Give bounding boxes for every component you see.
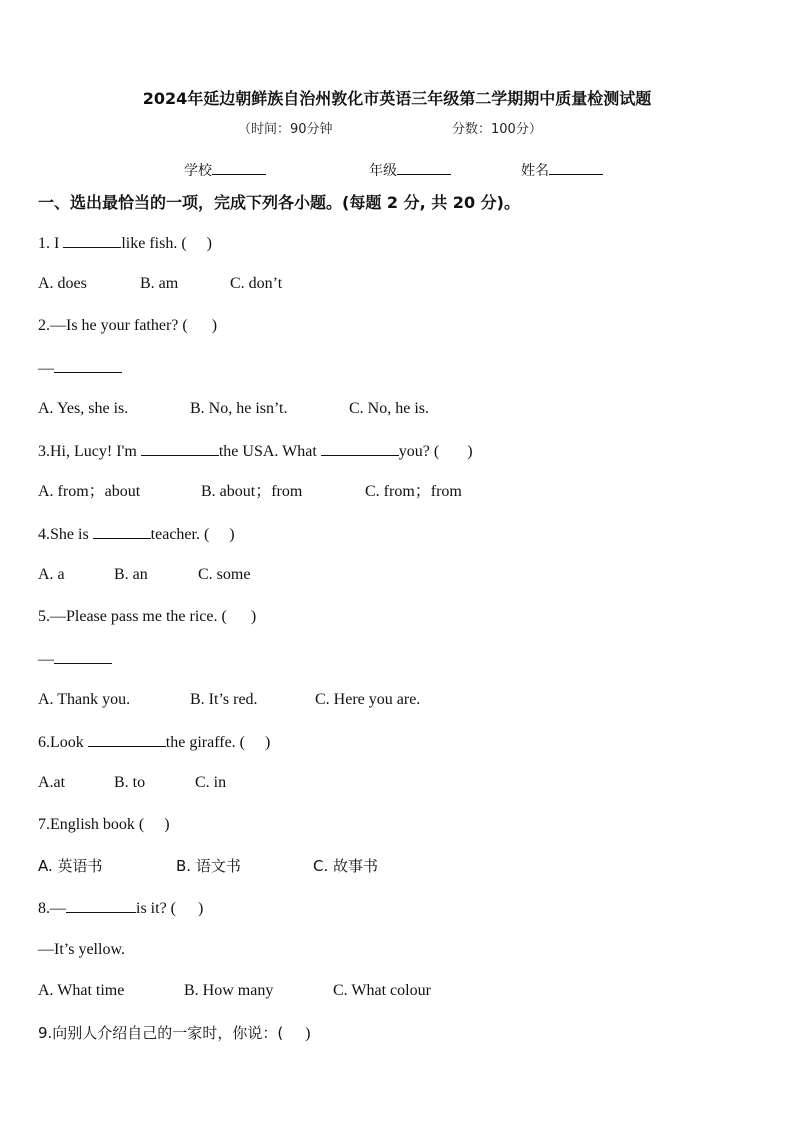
q5-option-b[interactable]: B. It’s red. [190, 691, 258, 708]
q4-option-a[interactable]: A. a [38, 566, 65, 583]
q1-blank[interactable] [63, 233, 121, 248]
q7-option-b[interactable]: B. 语文书 [176, 857, 241, 875]
q2-option-c[interactable]: C. No, he is. [349, 400, 429, 417]
q1-option-c[interactable]: C. don’t [230, 275, 283, 292]
q3-blank-1[interactable] [141, 441, 219, 456]
q8-paren-close: ) [198, 900, 204, 917]
q9-stem: 9.向别人介绍自己的一家时，你说：( [38, 1024, 284, 1042]
question-6 [38, 732, 270, 753]
q4-blank[interactable] [93, 524, 151, 539]
q6-option-b[interactable]: B. to [114, 774, 146, 791]
q5-dash: — [38, 651, 54, 668]
q6-stem-b: the giraffe. ( [165, 734, 245, 751]
q3-stem: 3.Hi, Lucy! I'm [38, 443, 141, 460]
q1-option-b[interactable]: B. am [140, 275, 179, 292]
q8-option-a[interactable]: A. What time [38, 982, 125, 999]
question-1 [38, 233, 212, 254]
exam-title: 2024年延边朝鲜族自治州敦化市英语三年级第二学期期中质量检测试题 [142, 89, 652, 108]
q2-paren-close: ) [211, 317, 218, 334]
q1-option-a[interactable]: A. does [38, 275, 87, 292]
q2-stem: 2.—Is he your father? ( [38, 317, 188, 334]
q6-blank[interactable] [88, 732, 166, 747]
q7-paren-close: ) [164, 816, 170, 833]
q8-stem-b: is it? ( [136, 900, 176, 917]
q8-blank[interactable] [66, 898, 136, 913]
q7-stem: 7.English book ( [38, 816, 145, 833]
q5-blank[interactable] [54, 649, 112, 664]
q5-option-c[interactable]: C. Here you are. [315, 691, 421, 708]
question-3 [38, 441, 473, 462]
q1-paren-close: ) [206, 235, 212, 252]
q8-option-c[interactable]: C. What colour [333, 982, 431, 999]
school-label: 学校 [184, 163, 212, 179]
q3-option-b[interactable]: B. about；from [201, 483, 303, 500]
q6-option-a[interactable]: A.at [38, 774, 66, 791]
q3-stem-b: the USA. What [218, 443, 321, 460]
q7-option-a[interactable]: A. 英语书 [38, 857, 103, 875]
q9-paren-close: ) [305, 1025, 311, 1042]
grade-blank[interactable] [397, 160, 451, 175]
school-field[interactable] [184, 160, 266, 180]
q1-stem-b: like fish. ( [121, 235, 187, 252]
q1-stem: 1. I [38, 235, 64, 252]
q3-option-a[interactable]: A. from；about [38, 483, 141, 500]
q2-answer-line [38, 358, 122, 379]
question-9 [38, 1023, 311, 1044]
q3-option-c[interactable]: C. from；from [365, 483, 462, 500]
q3-paren-close: ) [467, 443, 473, 460]
q5-option-a[interactable]: A. Thank you. [38, 691, 131, 708]
section-heading: 一、选出最恰当的一项，完成下列各小题。(每题 2 分, 共 20 分)。 [38, 193, 520, 212]
q2-blank[interactable] [54, 358, 122, 373]
q2-dash: — [38, 360, 54, 377]
q4-stem-b: teacher. ( [150, 526, 210, 543]
q7-option-c[interactable]: C. 故事书 [313, 857, 379, 875]
q8-answer-line: —It’s yellow. [38, 941, 125, 958]
q3-stem-c: you? ( [398, 443, 440, 460]
school-blank[interactable] [212, 160, 266, 175]
q4-paren-close: ) [229, 526, 235, 543]
q4-option-b[interactable]: B. an [114, 566, 148, 583]
q4-stem: 4.She is [38, 526, 93, 543]
total-score: 分数：100分） [452, 122, 542, 137]
grade-label: 年级 [369, 163, 397, 179]
q5-paren-close: ) [250, 608, 257, 625]
name-field[interactable] [521, 160, 603, 180]
q2-option-a[interactable]: A. Yes, she is. [38, 400, 129, 417]
question-2 [38, 316, 217, 336]
q5-answer-line [38, 649, 112, 670]
q2-option-b[interactable]: B. No, he isn’t. [190, 400, 288, 417]
question-7 [38, 815, 170, 835]
q6-stem: 6.Look [38, 734, 88, 751]
question-8 [38, 898, 203, 919]
q3-blank-2[interactable] [321, 441, 399, 456]
q6-paren-close: ) [265, 734, 271, 751]
name-label: 姓名 [521, 163, 549, 179]
question-5 [38, 607, 256, 627]
q6-option-c[interactable]: C. in [195, 774, 227, 791]
q4-option-c[interactable]: C. some [198, 566, 251, 583]
q8-option-b[interactable]: B. How many [184, 982, 274, 999]
q5-stem: 5.—Please pass me the rice. ( [38, 608, 227, 625]
grade-field[interactable] [369, 160, 451, 180]
q8-stem: 8.— [38, 900, 66, 917]
name-blank[interactable] [549, 160, 603, 175]
time-limit: （时间：90分钟 [238, 122, 333, 137]
question-4 [38, 524, 235, 545]
